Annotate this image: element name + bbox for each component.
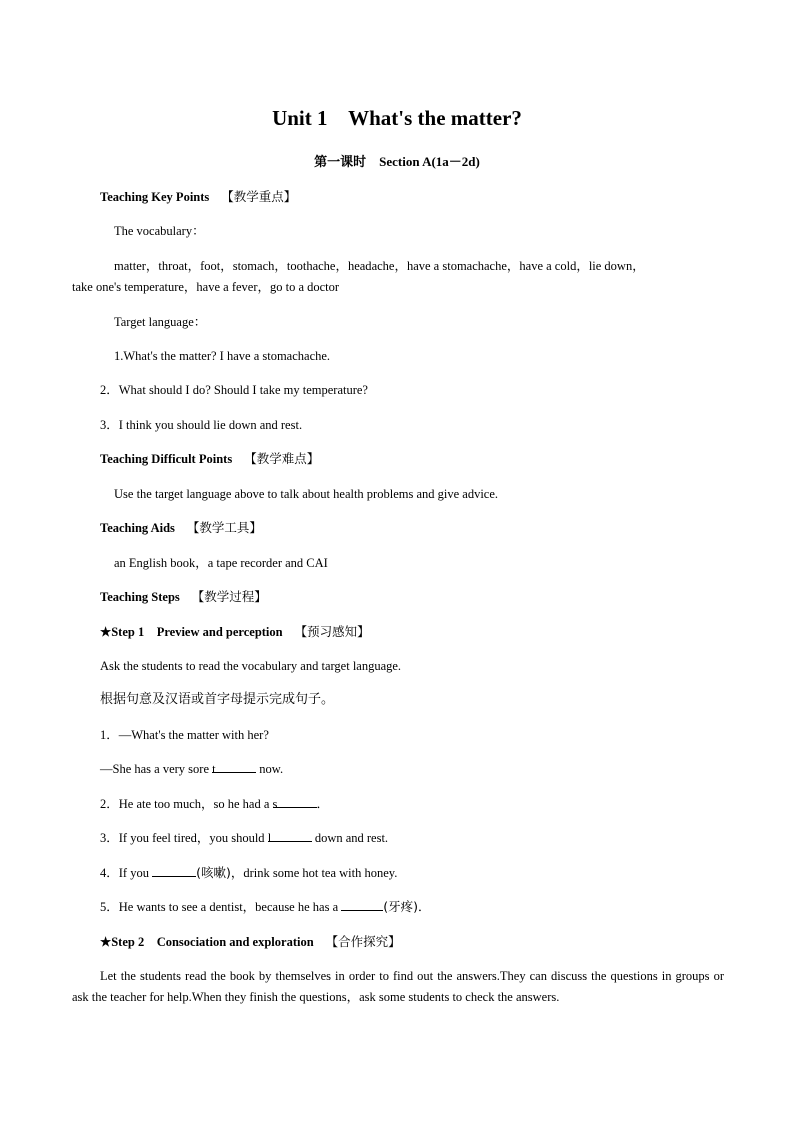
key-points-label-cn: 【教学重点】 (221, 189, 297, 204)
aids-label: Teaching Aids (100, 521, 175, 535)
question-1b-end: now. (256, 762, 284, 776)
step1-label-cn: 【预习感知】 (294, 624, 370, 639)
step1-instruction: Ask the students to read the vocabulary and target language. (100, 659, 402, 673)
target-item-3: 3．I think you should lie down and rest. (100, 418, 303, 432)
question-4 (100, 865, 397, 881)
hint-letter-2: s (272, 797, 278, 811)
question-1a: 1．—What's the matter with her? (100, 728, 269, 742)
lesson-subtitle: 第一课时 Section A(1a－2d) (314, 154, 480, 169)
question-2-end: ． (316, 797, 330, 811)
question-5-end: ． (418, 900, 431, 914)
answer-blank-2[interactable] (272, 796, 317, 811)
steps-heading (100, 589, 267, 605)
question-2-text: 2．He ate too much，so he had a (100, 797, 273, 811)
vocab-line-2: take one's temperature，have a fever，go to a doctor (72, 280, 340, 294)
answer-blank-4[interactable] (152, 865, 196, 877)
step2-label: ★Step 2 Consociation and exploration (100, 935, 314, 949)
target-label: Target language： (114, 315, 207, 329)
aids-label-cn: 【教学工具】 (186, 520, 262, 535)
question-3-end: down and rest. (311, 831, 389, 845)
answer-blank-3[interactable] (267, 830, 312, 845)
hint-letter-1: t (212, 762, 216, 776)
page-title: Unit 1 What's the matter? (272, 106, 522, 130)
aids-text: an English book，a tape recorder and CAI (114, 556, 328, 570)
step1-label: ★Step 1 Preview and perception (100, 625, 283, 639)
question-1b-text: —She has a very sore (100, 762, 213, 776)
aids-heading (100, 520, 262, 536)
exercise-title: 根据句意及汉语或首字母提示完成句子。 (100, 692, 335, 707)
difficult-points-label: Teaching Difficult Points (100, 452, 233, 466)
target-item-1: 1.What's the matter? I have a stomachache. (114, 349, 331, 363)
question-2 (100, 796, 329, 812)
difficult-points-label-cn: 【教学难点】 (244, 451, 320, 466)
difficult-points-text: Use the target language above to talk about health problems and give advice. (114, 487, 499, 501)
step2-label-cn: 【合作探究】 (325, 934, 401, 949)
steps-label: Teaching Steps (100, 590, 180, 604)
key-points-heading (100, 189, 296, 205)
answer-blank-5[interactable] (341, 899, 383, 911)
hint-cn-4: (咳嗽) (196, 865, 231, 880)
question-4-end: ，drink some hot tea with honey. (230, 866, 398, 880)
step2-paragraph: Let the students read the book by themselves in order to find out the answers.They can discuss the questions in groups or ask the teacher for help.When they finish the questions，ask some students to check the answers. (72, 969, 724, 1004)
key-points-label: Teaching Key Points (100, 190, 210, 204)
question-1b (100, 761, 283, 777)
target-item-2: 2．What should I do? Should I take my temperature? (100, 383, 368, 397)
hint-letter-3: l (267, 831, 272, 845)
question-5 (100, 899, 431, 915)
hint-cn-5: (牙疼) (383, 899, 419, 914)
difficult-points-heading (100, 451, 319, 467)
question-3 (100, 830, 388, 846)
step2-heading (100, 934, 401, 950)
step1-heading (100, 624, 370, 640)
steps-label-cn: 【教学过程】 (191, 589, 267, 604)
answer-blank-1[interactable] (212, 761, 256, 776)
question-4-text: 4．If you (100, 866, 153, 880)
vocab-label: The vocabulary： (114, 224, 205, 238)
question-5-text: 5．He wants to see a dentist，because he has a (100, 900, 342, 914)
question-3-text: 3．If you feel tired，you should (100, 831, 268, 845)
vocab-line-1: matter，throat，foot，stomach，toothache，headache，have a stomachache，have a cold，lie down， (114, 259, 645, 273)
